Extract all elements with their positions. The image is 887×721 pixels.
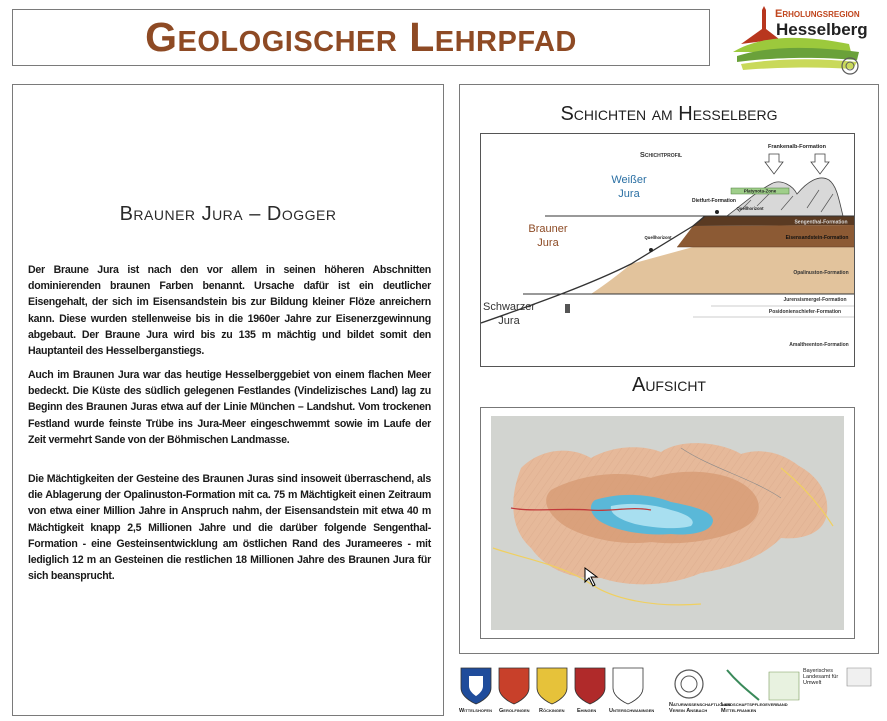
label-posidonien: Posidonienschiefer-Formation [768, 309, 842, 315]
logo-name: Hesselberg [776, 20, 868, 39]
sponsor-label: Röckingen [539, 708, 565, 714]
zone-white-jura: Weißer [611, 174, 647, 186]
svg-text:Jura: Jura [537, 237, 559, 249]
sponsor-label: Wittelshofen [459, 708, 492, 714]
label-quellhorizont-mid: Quellhorizont [644, 235, 672, 240]
figure-panel [459, 84, 879, 654]
paragraph: Die Mächtigkeiten der Gesteine des Braunen Juras sind insoweit überraschend, als die Ablagerung der Opalinuston-Formation mit ca. 75 m Mächtigkeit einen Zeitraum von etwa einer Million Jahre in Anspruch nahm, der Eisensandstein mit etwa 40 m Mächtigkeit knapp 2,5 Millionen Jahre und die darüber folgende Sengenthal-Formation - eine Gesteinsentwicklung am östlichen Rand des Jurameeres - mit lediglich 12 m an Gesteinen die restlichen 18 Millionen Jahre des Braunen Jura für sich beansprucht. [28, 473, 431, 583]
sponsor-logos [459, 664, 879, 718]
label-frankenalb: Frankenalb-Formation [767, 144, 827, 150]
label-sengenthal: Sengenthal-Formation [794, 219, 848, 226]
roeckingen-crest-icon [537, 668, 567, 704]
gerolfingen-crest-icon [499, 668, 529, 704]
section-heading: Brauner Jura – Dogger [119, 203, 337, 225]
lfu-logo-icon [769, 672, 799, 700]
map-heading: Aufsicht [631, 374, 706, 396]
logo-region: Erholungsregion [775, 8, 860, 20]
unterschwaningen-crest-icon [613, 668, 643, 704]
label-jurensismergel: Jurensismergel-Formation [783, 297, 847, 303]
label-dietfurt: Dietfurt-Formation [692, 198, 736, 204]
sponsor-label: Bayerisches Landesamt für Umwelt [803, 668, 839, 686]
zone-black-jura: Schwarzer [483, 301, 535, 313]
zone-brown-jura: Brauner [528, 223, 568, 235]
sponsor-label: Naturwissenschaftlicher Verein Ansbach [669, 702, 731, 714]
title-banner [12, 9, 710, 66]
church-tower-icon [741, 6, 779, 44]
sponsor-label: Gerolfingen [499, 708, 530, 714]
diagram-title: Schichtprofil [639, 150, 683, 159]
layer-profile-diagram [480, 133, 855, 367]
paragraph: Der Braune Jura ist nach den vor allem in seinen höheren Abschnitten dominierenden braunen Farben benannt. Ursache dafür ist ein deutlicher Eisengehalt, der sich im Eisensandstein bis zur Bildung kleiner Flöze anreichern kann. Diese wurden stellenweise bis in die 1960er Jahre zur Eisenerzgewinnung abgebaut. Der Braune Jura wird bis zu 135 m mächtig und bildet somit den Hauptanteil des Hesselberganstiegs. [28, 264, 431, 358]
sponsor-label: Landschaftspflegeverband Mittelfranken [721, 702, 788, 714]
text-panel [12, 84, 444, 716]
label-opalinuston: Opalinuston-Formation [793, 270, 849, 276]
label-amaltheenton: Amaltheenton-Formation [789, 342, 849, 348]
svg-text:Jura: Jura [498, 315, 520, 327]
label-eisensandstein: Eisensandstein-Formation [785, 235, 849, 241]
svg-text:Jura: Jura [618, 188, 640, 200]
dragonfly-icon [727, 670, 759, 700]
profile-heading: Schichten am Hesselberg [560, 103, 778, 125]
top-view-map [480, 407, 855, 639]
label-platynota: Platynota-Zone [743, 188, 777, 194]
ammonite-icon [675, 670, 703, 698]
sponsor-label: Ehingen [577, 708, 597, 714]
bavaria-crest-icon [847, 668, 871, 686]
paragraph: Auch im Braunen Jura war das heutige Hesselberggebiet von einem flachen Meer bedeckt. Die Küste des südlich gelegenen Festlandes (Vindelizisches Land) lag zu Beginn des Braunen Juras etwa auf der Linie München – Landshut. Vom trockenen Festland wurde feinste Trübe ins Jura-Meer eingeschwemmt sowie im Laufe der Zeit vermehrt Sande von der Böhmischen Landmasse. [28, 369, 431, 446]
sponsor-label: Unterschwaningen [609, 708, 655, 714]
label-quellhorizont-top: Quellhorizont [736, 206, 764, 211]
ehingen-crest-icon [575, 668, 605, 704]
page-title: Geologischer Lehrpfad [145, 14, 577, 60]
